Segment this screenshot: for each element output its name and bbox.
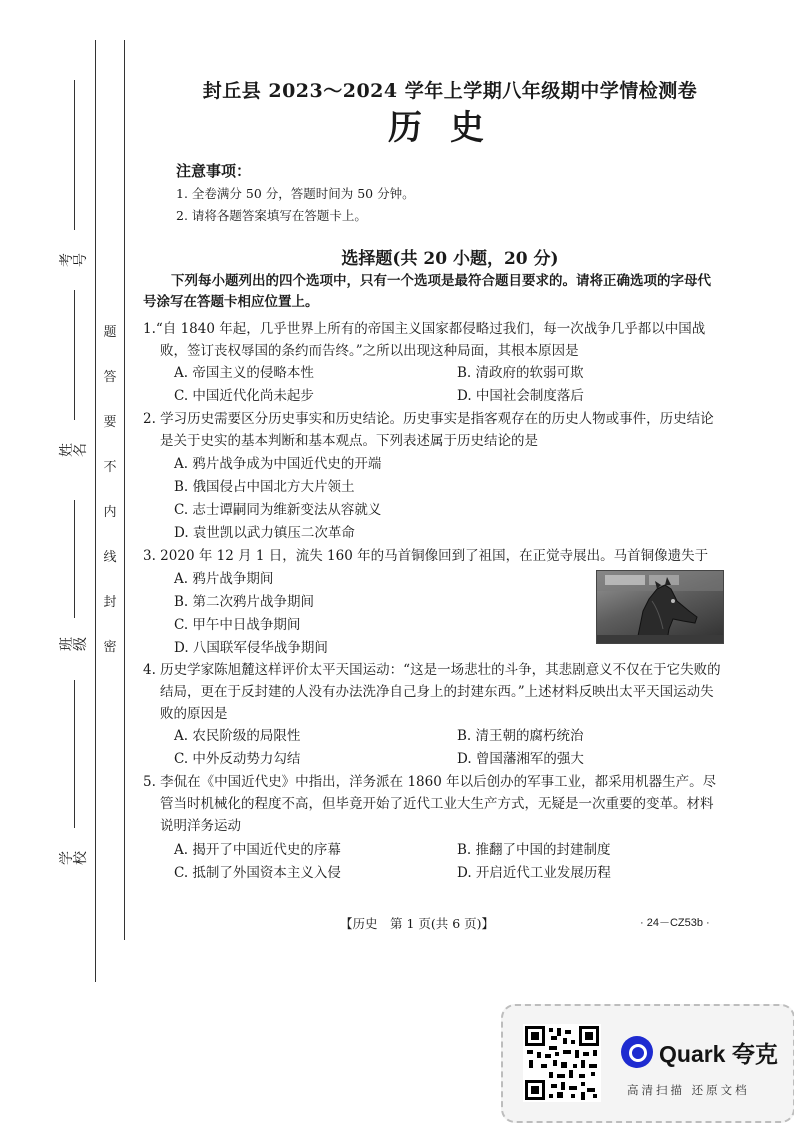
note-item: 1. 全卷满分 50 分，答题时间为 50 分钟。 [176,186,415,201]
school-field[interactable] [59,680,89,900]
exam-number-label: 考号 [59,253,89,267]
seal-char: 不 [103,460,117,475]
section-instruction: 下列每小题列出的四个选项中，只有一个选项是最符合题目要求的。请将正确选项的字母代号涂写在答题卡相应位置上。 [143,273,711,310]
question-1-stem: 1.“自 1840 年起，几乎世界上所有的帝国主义国家都侵略过我们，每一次战争几乎都以中国战败，签订丧权辱国的条约而告终。”之所以出现这种局面，其根本原因是 [143,321,706,359]
option[interactable]: C. 甲午中日战争期间 [174,617,301,633]
name-label: 姓名 [59,443,89,457]
option[interactable]: A. 鸦片战争成为中国近代史的开端 [174,456,382,472]
name-field[interactable] [59,290,89,490]
option[interactable]: B. 清政府的软弱可欺 [457,365,584,381]
option[interactable]: C. 志士谭嗣同为维新变法从容就义 [174,502,382,518]
option[interactable]: A. 鸦片战争期间 [174,571,274,587]
option[interactable]: D. 曾国藩湘军的强大 [457,751,584,767]
question-5-stem: 5. 李侃在《中国近代史》中指出，洋务派在 1860 年以后创办的军事工业，都采用机器生产。尽管当时机械化的程度不高，但毕竟开始了近代工业大生产方式，无疑是一次重要的变革。材料说明洋务运动 [143,774,717,834]
option[interactable]: B. 清王朝的腐朽统治 [457,728,584,744]
horse-head-icon [597,571,723,643]
seal-char: 内 [103,505,117,520]
question-3-stem: 3. 2020 年 12 月 1 日，流失 160 年的马首铜像回到了祖国，在正觉寺展出。马首铜像遗失于 [143,548,709,564]
quark-brand: Quark 夸克 [659,1041,778,1067]
subject-title: 历史 [388,108,512,148]
option[interactable]: B. 第二次鸦片战争期间 [174,594,315,610]
notes-heading: 注意事项： [176,162,252,180]
paper-code: · 24－CZ53b · [640,917,710,929]
seal-char: 要 [103,415,117,430]
class-label: 班级 [59,637,89,651]
option[interactable]: D. 中国社会制度落后 [457,388,584,404]
quark-watermark[interactable] [501,1004,794,1123]
section-heading: 选择题(共 20 小题，20 分) [341,249,559,269]
name-line [74,290,75,420]
option[interactable]: D. 八国联军侵华战争期间 [174,640,328,656]
binding-line-outer [95,40,96,982]
exam-number-field[interactable] [59,80,89,280]
option[interactable]: D. 袁世凯以武力镇压二次革命 [174,525,355,541]
question-2-stem: 2. 学习历史需要区分历史事实和历史结论。历史事实是指客观存在的历史人物或事件，历史结论是关于史实的基本判断和基本观点。下列表述属于历史结论的是 [143,411,714,449]
option[interactable]: A. 帝国主义的侵略本性 [174,365,314,381]
exam-number-line [74,80,75,230]
class-field[interactable] [59,500,89,700]
seal-char: 题 [103,325,117,340]
exam-title: 封丘县 2023～2024 学年上学期八年级期中学情检测卷 [202,80,698,102]
option[interactable]: A. 揭开了中国近代史的序幕 [174,842,341,858]
option[interactable]: C. 中国近代化尚未起步 [174,388,314,404]
option[interactable]: D. 开启近代工业发展历程 [457,865,611,881]
note-item: 2. 请将各题答案填写在答题卡上。 [176,208,367,223]
binding-line-inner [124,40,125,940]
option[interactable]: A. 农民阶级的局限性 [174,728,301,744]
class-line [74,500,75,618]
seal-char: 线 [103,550,117,565]
seal-char: 答 [103,370,117,385]
page-footer: 【历史 第 1 页(共 6 页)】 [340,916,495,931]
horse-head-bronze-photo [596,570,724,644]
option[interactable]: B. 俄国侵占中国北方大片领土 [174,479,355,495]
qr-code-icon[interactable] [523,1024,601,1102]
quark-tagline: 高清扫描 还原文档 [627,1083,750,1097]
seal-char: 密 [103,640,117,655]
school-line [74,680,75,828]
school-label: 学校 [59,851,89,865]
quark-logo-icon [621,1036,653,1068]
option[interactable]: C. 中外反动势力勾结 [174,751,301,767]
option[interactable]: B. 推翻了中国的封建制度 [457,842,611,858]
question-4-stem: 4. 历史学家陈旭麓这样评价太平天国运动：“这是一场悲壮的斗争，其悲剧意义不仅在于它失败的结局，更在于反封建的人没有办法洗净自己身上的封建东西。”上述材料反映出太平天国运动失败的原因是 [143,662,721,722]
seal-char: 封 [103,595,117,610]
option[interactable]: C. 抵制了外国资本主义入侵 [174,865,341,881]
